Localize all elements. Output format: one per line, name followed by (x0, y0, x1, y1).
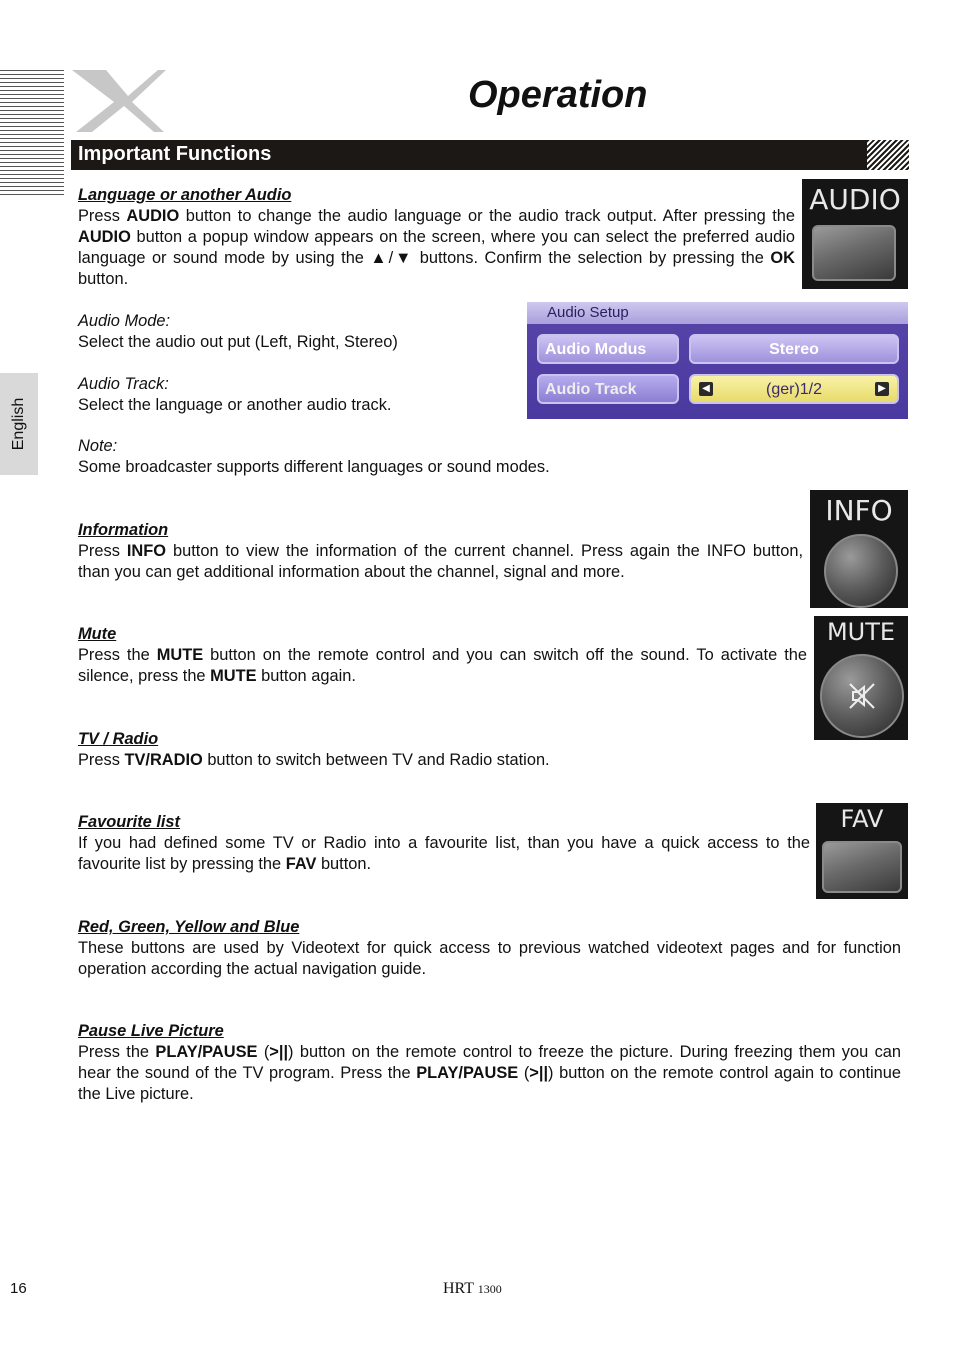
fav-key-icon (822, 841, 902, 893)
fav-paragraph: If you had defined some TV or Radio into a favourite list, than you have a quick access to the favourite list by pressing the FAV button. (78, 834, 810, 873)
mute-button-image (814, 616, 908, 740)
osd-audio-track-label: Audio Track (537, 374, 679, 404)
audio-button-caption: AUDIO (809, 183, 901, 216)
audio-paragraph: Press AUDIO button to change the audio language or the audio track output. After pressing the AUDIO button a popup window appears on the screen, where you can select the preferred audio language or sound mode by using the ▲/▼ buttons. Confirm the selection by pressing the OK button. (78, 207, 795, 288)
section-bar (71, 140, 909, 170)
osd-title: Audio Setup (547, 304, 629, 321)
audio-heading: Language or another Audio (78, 186, 292, 204)
audio-button-image (802, 179, 908, 289)
tvradio-heading: TV / Radio (78, 730, 159, 748)
info-button-caption: INFO (825, 494, 893, 527)
osd-right-arrow-icon: ▶ (875, 382, 889, 396)
speaker-muted-icon (845, 679, 879, 713)
header-stripes (0, 70, 64, 196)
info-paragraph: Press INFO button to view the information of the current channel. Press again the INFO button, than you can get additional information about the channel, signal and more. (78, 542, 803, 581)
note-label: Note: (78, 437, 118, 455)
osd-audio-track-row (689, 374, 899, 404)
language-label: English (10, 397, 28, 451)
audio-key-icon (812, 225, 896, 281)
audio-setup-osd (527, 302, 908, 419)
audio-mode-text: Select the audio out put (Left, Right, Stereo) (78, 333, 398, 351)
osd-left-arrow-icon: ◀ (699, 382, 713, 396)
colors-heading: Red, Green, Yellow and Blue (78, 918, 300, 936)
osd-audio-modus-label: Audio Modus (537, 334, 679, 364)
mute-paragraph: Press the MUTE button on the remote control and you can switch off the sound. To activate the silence, press the MUTE button again. (78, 646, 807, 685)
mute-button-caption: MUTE (826, 618, 896, 646)
audio-mode-label: Audio Mode: (78, 312, 171, 330)
info-button-image (810, 490, 908, 608)
language-side-tab (0, 373, 38, 475)
info-key-icon (824, 534, 898, 608)
mute-key-icon (820, 654, 904, 738)
page-title: Operation (468, 74, 648, 116)
pause-paragraph: Press the PLAY/PAUSE (>||) button on the remote control to freeze the picture. During freezing them you can hear the sound of the TV program. Press the PLAY/PAUSE (>||) button on the remote control again to continue the Live picture. (78, 1043, 902, 1103)
osd-audio-modus-value: Stereo (689, 334, 899, 364)
model-name: HRT 1300 (443, 1280, 502, 1297)
info-heading: Information (78, 521, 169, 539)
section-bar-pattern (867, 140, 909, 170)
brand-logo (66, 66, 170, 136)
osd-title-bar (527, 302, 908, 324)
fav-heading: Favourite list (78, 813, 181, 831)
audio-track-text: Select the language or another audio track. (78, 396, 392, 414)
osd-audio-track-value: (ger)1/2 (765, 381, 823, 398)
colors-paragraph: These buttons are used by Videotext for quick access to previous watched videotext pages and for function operation according the actual navigation guide. (78, 939, 901, 978)
page-number: 16 (10, 1280, 27, 1297)
fav-button-caption: FAV (840, 805, 884, 833)
section-title: Important Functions (78, 143, 272, 165)
note-text: Some broadcaster supports different languages or sound modes. (78, 458, 550, 476)
fav-button-image (816, 803, 908, 899)
audio-track-label: Audio Track: (78, 375, 169, 393)
mute-heading: Mute (78, 625, 117, 643)
tvradio-paragraph: Press TV/RADIO button to switch between TV and Radio station. (78, 751, 550, 769)
pause-heading: Pause Live Picture (78, 1022, 224, 1040)
